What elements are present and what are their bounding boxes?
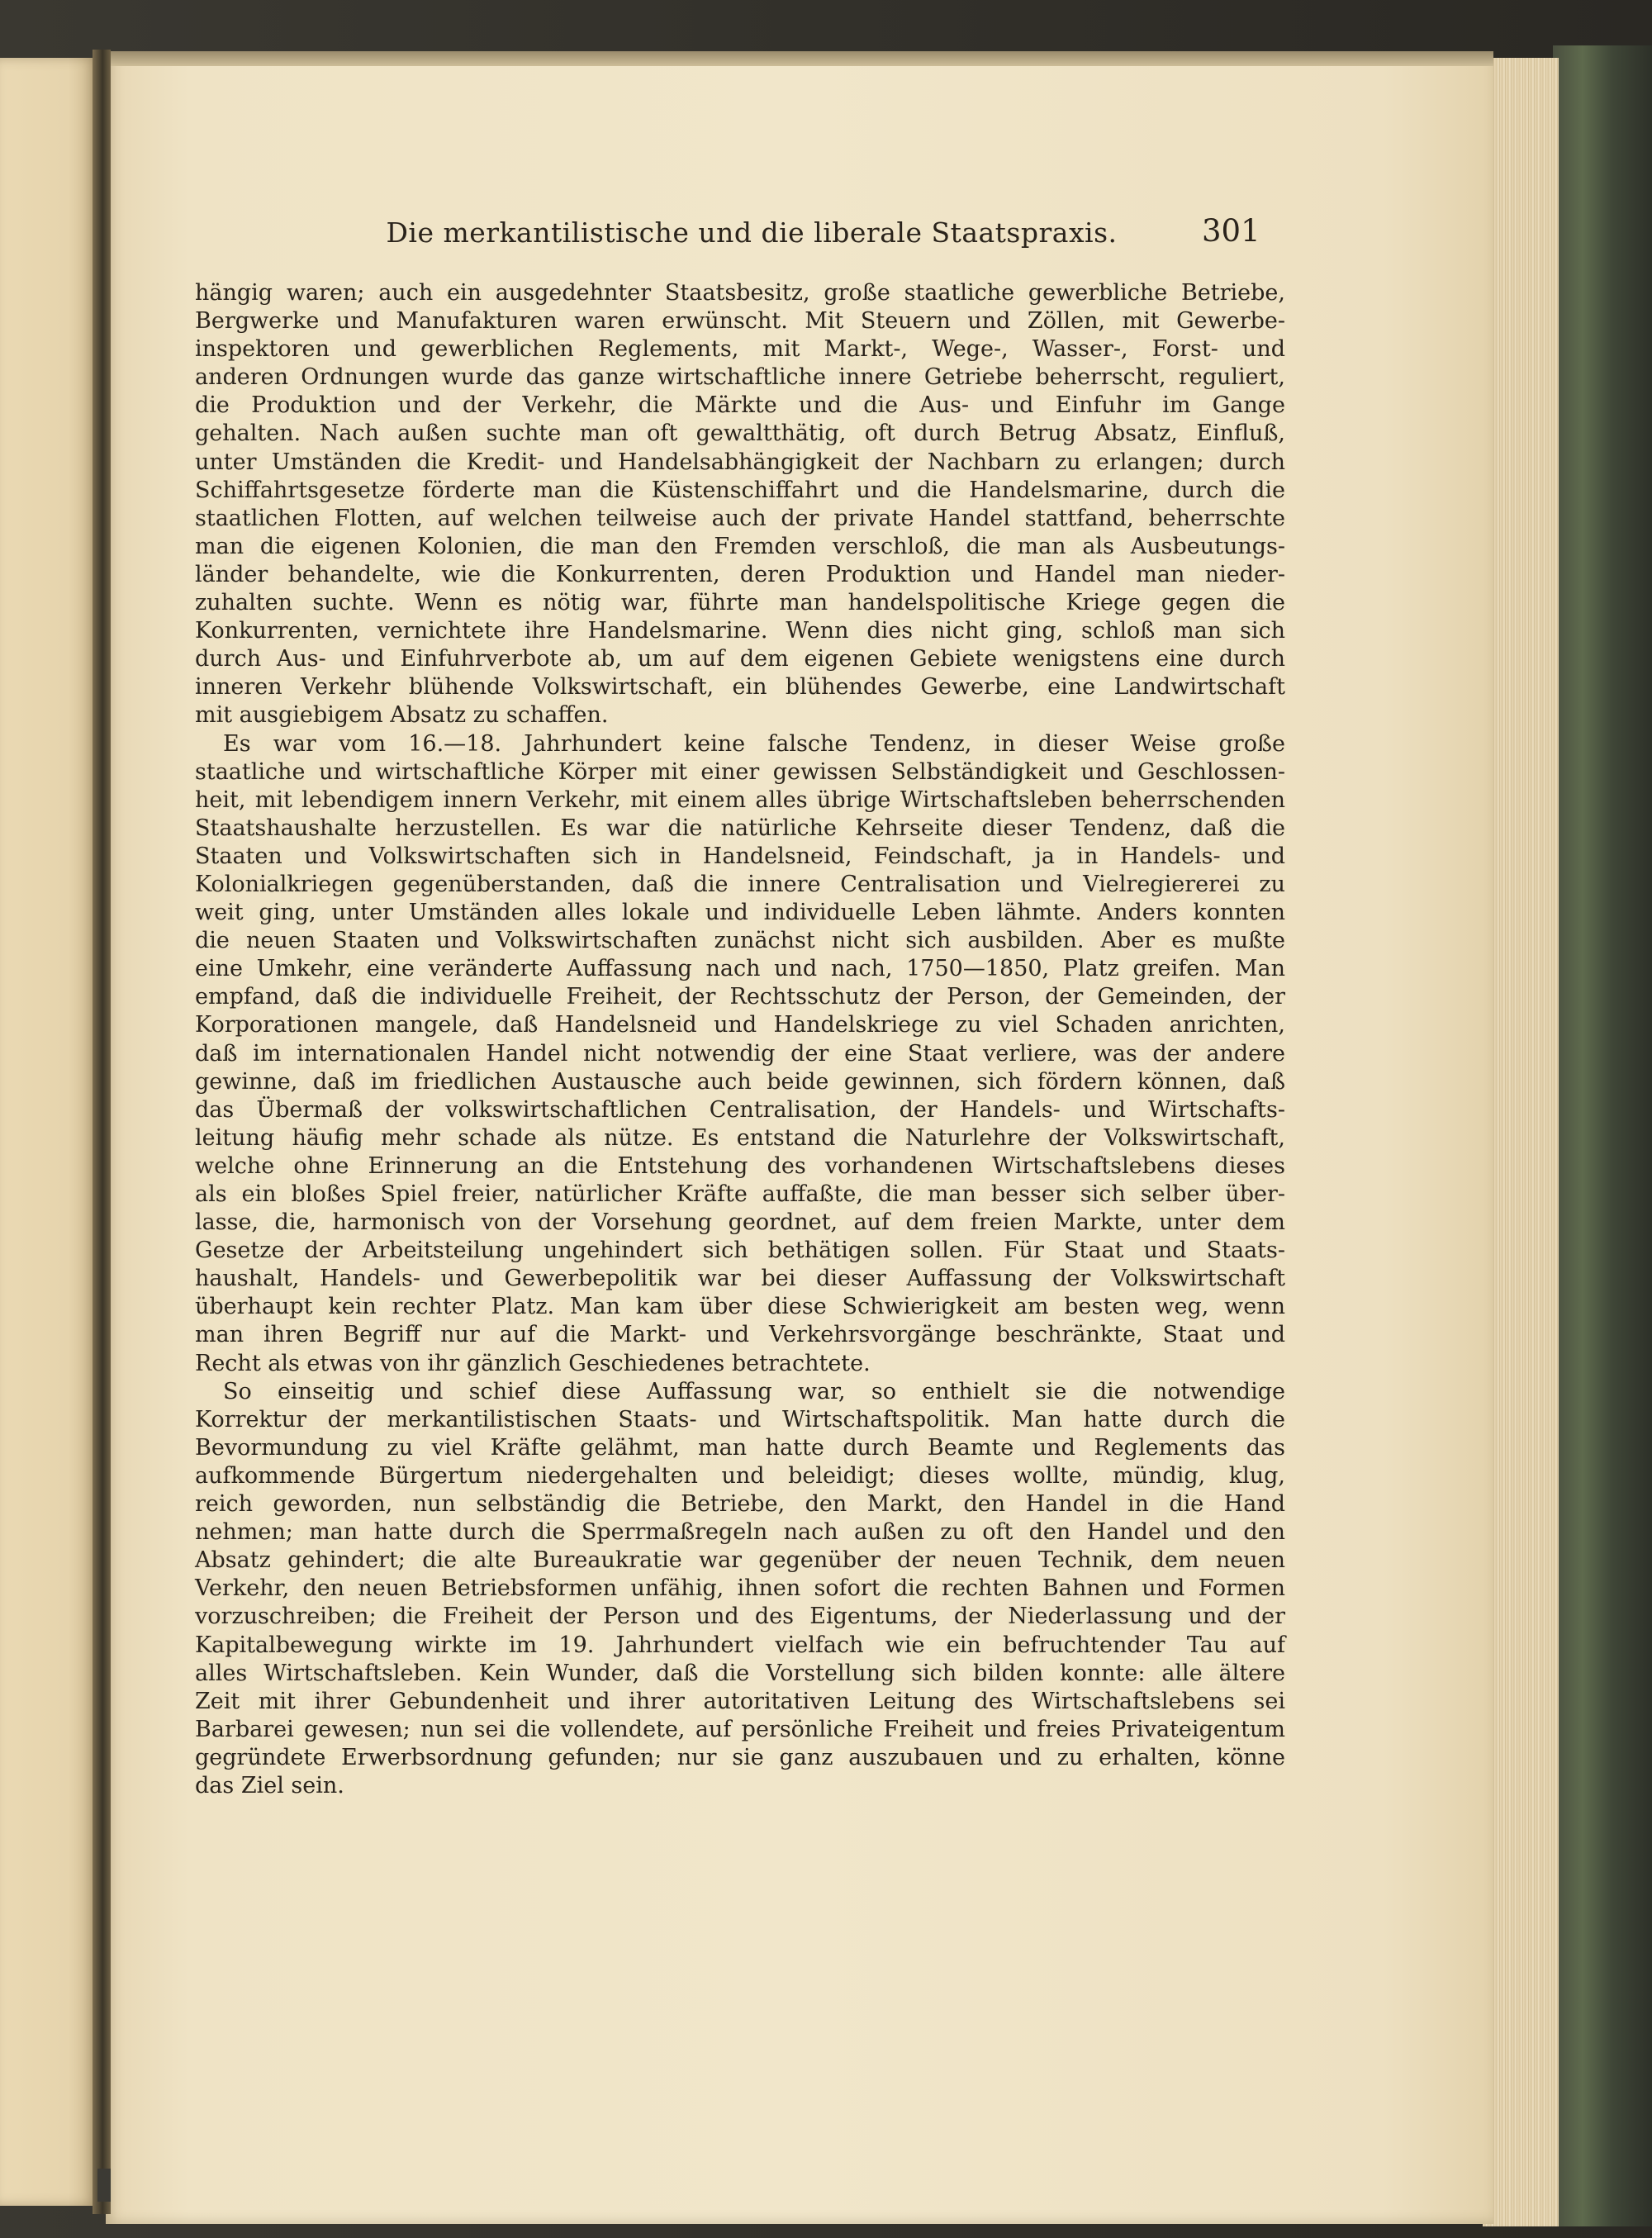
text-line: daß im internationalen Handel nicht notwendig der eine Staat verliere, was der andere <box>195 1040 1285 1067</box>
text-line: das Übermaß der volkswirtschaftlichen Centralisation, der Handels- und Wirtschafts- <box>195 1096 1285 1123</box>
text-line: Bergwerke und Manufakturen waren erwünscht. Mit Steuern und Zöllen, mit Gewerbe- <box>195 308 1285 335</box>
text-line: durch Aus- und Einfuhrverbote ab, um auf dem eigenen Gebiete wenigstens eine durch <box>195 646 1285 672</box>
text-line: Absatz gehindert; die alte Bureaukratie war gegenüber der neuen Technik, dem neuen <box>195 1547 1285 1574</box>
text-line: gehalten. Nach außen suchte man oft gewaltthätig, oft durch Betrug Absatz, Einfluß, <box>195 421 1285 447</box>
text-line: nehmen; man hatte durch die Sperrmaßregeln nach außen zu oft den Handel und den <box>195 1519 1285 1546</box>
text-line: länder behandelte, wie die Konkurrenten, deren Produktion und Handel man nieder- <box>195 561 1285 587</box>
text-line: Es war vom 16.—18. Jahrhundert keine falsche Tendenz, in dieser Weise große <box>223 730 1285 757</box>
text-line: man die eigenen Kolonien, die man den Fremden verschloß, die man als Ausbeutungs- <box>195 533 1285 559</box>
text-line: staatlichen Flotten, auf welchen teilweise auch der private Handel stattfand, beherrschte <box>195 505 1285 531</box>
text-line: So einseitig und schief diese Auffassung war, so enthielt sie die notwendige <box>223 1378 1285 1404</box>
text-line: anderen Ordnungen wurde das ganze wirtschaftliche innere Getriebe beherrscht, reguliert, <box>195 364 1285 391</box>
text-line: Kolonialkriegen gegenüberstanden, daß die innere Centralisation und Vielregiererei zu <box>195 871 1285 897</box>
page-number: 301 <box>1202 213 1260 249</box>
page-top-shadow <box>106 51 1493 66</box>
text-line: Kapitalbewegung wirkte im 19. Jahrhundert vielfach wie ein befruchtender Tau auf <box>195 1632 1285 1658</box>
text-line: staatliche und wirtschaftliche Körper mit einer gewissen Selbständigkeit und Geschlossen- <box>195 758 1285 785</box>
text-line: haushalt, Handels- und Gewerbepolitik war bei dieser Auffassung der Volkswirtschaft <box>195 1266 1285 1292</box>
text-line: welche ohne Erinnerung an die Entstehung des vorhandenen Wirtschaftslebens dieses <box>195 1152 1285 1179</box>
text-line: Konkurrenten, vernichtete ihre Handelsmarine. Wenn dies nicht ging, schloß man sich <box>195 618 1285 644</box>
text-line: die Produktion und der Verkehr, die Märkte und die Aus- und Einfuhr im Gange <box>195 392 1285 419</box>
text-line: aufkommende Bürgertum niedergehalten und beleidigt; dieses wollte, mündig, klug, <box>195 1462 1285 1489</box>
text-line: zuhalten suchte. Wenn es nötig war, führte man handelspolitische Kriege gegen die <box>195 590 1285 616</box>
text-line: inneren Verkehr blühende Volkswirtschaft, ein blühendes Gewerbe, eine Landwirtschaft <box>195 674 1285 701</box>
text-line: Recht als etwas von ihr gänzlich Geschiedenes betrachtete. <box>195 1350 871 1376</box>
text-line: Bevormundung zu viel Kräfte gelähmt, man hatte durch Beamte und Reglements das <box>195 1434 1285 1461</box>
text-line: empfand, daß die individuelle Freiheit, der Rechtsschutz der Person, der Gemeinden, der <box>195 984 1285 1010</box>
running-head: Die merkantilistische und die liberale Staatspraxis. <box>386 216 1118 249</box>
text-line: als ein bloßes Spiel freier, natürlicher Kräfte auffaßte, die man besser sich selber über- <box>195 1181 1285 1207</box>
text-line: unter Umständen die Kredit- und Handelsabhängigkeit der Nachbarn zu erlangen; durch <box>195 449 1285 475</box>
text-line: weit ging, unter Umständen alles lokale und individuelle Leben lähmte. Anders konnten <box>195 900 1285 926</box>
text-line: eine Umkehr, eine veränderte Auffassung nach und nach, 1750—1850, Platz greifen. Man <box>195 956 1285 982</box>
text-line: inspektoren und gewerblichen Reglements, mit Markt-, Wege-, Wasser-, Forst- und <box>195 336 1285 363</box>
scan-margin-mark <box>97 2169 111 2202</box>
text-line: mit ausgiebigem Absatz zu schaffen. <box>195 702 609 729</box>
text-line: Verkehr, den neuen Betriebsformen unfähig, ihnen sofort die rechten Bahnen und Formen <box>195 1575 1285 1602</box>
text-line: Schiffahrtsgesetze förderte man die Küstenschiffahrt und die Handelsmarine, durch die <box>195 477 1285 503</box>
text-line: gewinne, daß im friedlichen Austausche auch beide gewinnen, sich fördern können, daß <box>195 1068 1285 1095</box>
text-line: Staaten und Volkswirtschaften sich in Handelsneid, Feindschaft, ja in Handels- und <box>195 843 1285 869</box>
text-line: vorzuschreiben; die Freiheit der Person und des Eigentums, der Niederlassung und der <box>195 1604 1285 1630</box>
text-line: lasse, die, harmonisch von der Vorsehung geordnet, auf dem freien Markte, unter dem <box>195 1209 1285 1236</box>
body-text <box>195 279 1285 1800</box>
text-line: Korrektur der merkantilistischen Staats- und Wirtschaftspolitik. Man hatte durch die <box>195 1406 1285 1433</box>
text-line: Staatshaushalte herzustellen. Es war die natürliche Kehrseite dieser Tendenz, daß die <box>195 815 1285 841</box>
book-gutter <box>93 50 111 2214</box>
text-line: Zeit mit ihrer Gebundenheit und ihrer autoritativen Leitung des Wirtschaftslebens sei <box>195 1688 1285 1714</box>
text-line: die neuen Staaten und Volkswirtschaften zunächst nicht sich ausbilden. Aber es mußte <box>195 928 1285 954</box>
text-line: leitung häufig mehr schade als nütze. Es entstand die Naturlehre der Volkswirtschaft, <box>195 1124 1285 1151</box>
text-line: hängig waren; auch ein ausgedehnter Staatsbesitz, große staatliche gewerbliche Betriebe, <box>195 280 1285 306</box>
page-edges <box>1483 58 1559 2226</box>
text-line: Korporationen mangele, daß Handelsneid und Handelskriege zu viel Schaden anrichten, <box>195 1012 1285 1038</box>
text-line: Barbarei gewesen; nun sei die vollendete, auf persönliche Freiheit und freies Privateigentum <box>195 1716 1285 1742</box>
text-line: man ihren Begriff nur auf die Markt- und Verkehrsvorgänge beschränkte, Staat und <box>195 1322 1285 1348</box>
text-line: das Ziel sein. <box>195 1772 344 1798</box>
text-line: heit, mit lebendigem innern Verkehr, mit einem alles übrige Wirtschaftsleben beherrschenden <box>195 786 1285 813</box>
text-line: gegründete Erwerbsordnung gefunden; nur sie ganz auszubauen und zu erhalten, könne <box>195 1744 1285 1770</box>
text-line: reich geworden, nun selbständig die Betriebe, den Markt, den Handel in die Hand <box>195 1491 1285 1518</box>
text-line: Gesetze der Arbeitsteilung ungehindert sich bethätigen sollen. Für Staat und Staats- <box>195 1238 1285 1264</box>
text-line: überhaupt kein rechter Platz. Man kam über diese Schwierigkeit am besten weg, wenn <box>195 1294 1285 1320</box>
previous-page-edge <box>0 58 97 2206</box>
book-cover-edge <box>1553 45 1652 2226</box>
text-line: alles Wirtschaftsleben. Kein Wunder, daß die Vorstellung sich bilden konnte: alle ältere <box>195 1660 1285 1686</box>
